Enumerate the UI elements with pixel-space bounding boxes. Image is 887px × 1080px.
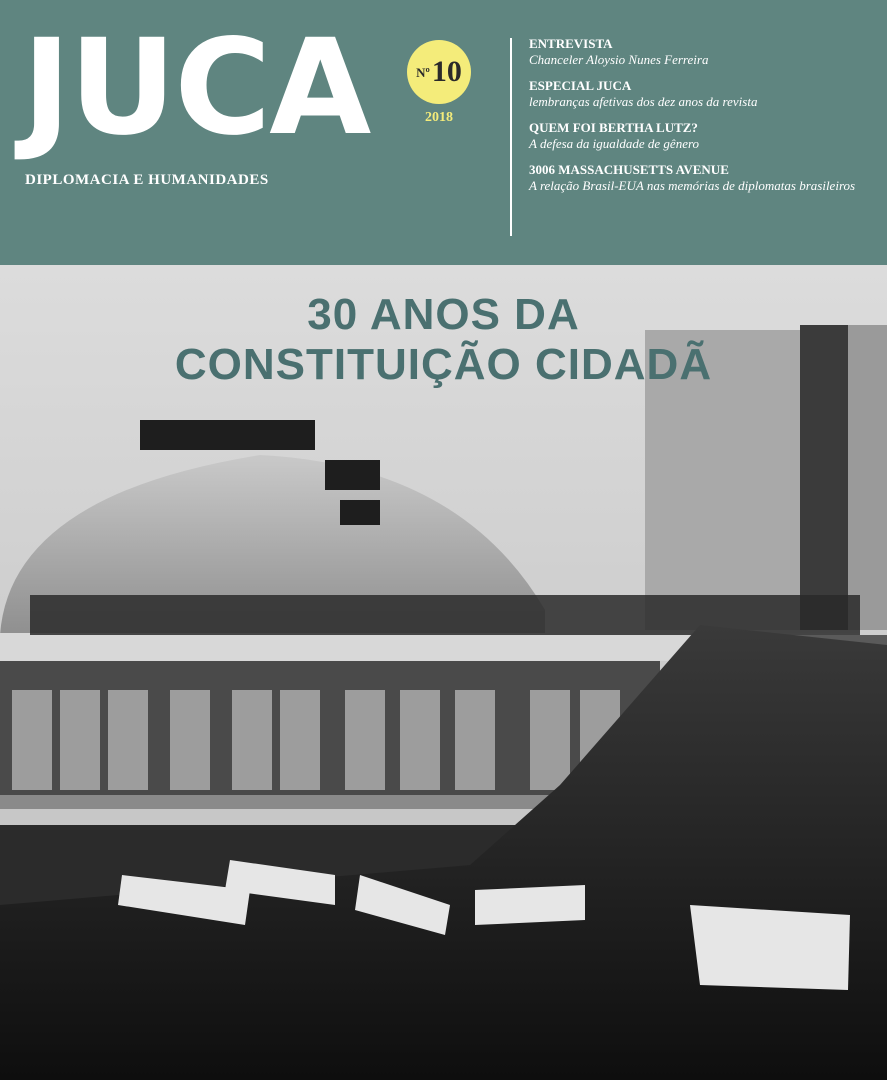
headline-title: QUEM FOI BERTHA LUTZ? bbox=[529, 120, 698, 135]
headline-subtitle: A relação Brasil-EUA nas memórias de diplomatas brasileiros bbox=[529, 178, 856, 193]
headline-title: 3006 MASSACHUSETTS AVENUE bbox=[529, 162, 729, 177]
headline-subtitle: Chanceler Aloysio Nunes Ferreira bbox=[529, 52, 709, 67]
issue-number: 10 bbox=[431, 55, 462, 88]
headline-massachusetts bbox=[529, 162, 874, 194]
headline-entrevista bbox=[529, 36, 874, 68]
issue-badge bbox=[407, 40, 471, 104]
cover-title-line2: CONSTITUIÇÃO CIDADÃ bbox=[174, 340, 713, 389]
tagline: DIPLOMACIA E HUMANIDADES bbox=[25, 172, 269, 188]
headline-bertha-lutz bbox=[529, 120, 874, 152]
headline-subtitle: A defesa da igualdade de gênero bbox=[529, 136, 700, 151]
masthead bbox=[0, 0, 887, 265]
magazine-logo: JUCA bbox=[22, 11, 370, 165]
lower-slab bbox=[0, 795, 620, 809]
vertical-divider bbox=[510, 38, 512, 236]
cover-title bbox=[0, 290, 887, 390]
headline-title: ESPECIAL JUCA bbox=[529, 78, 632, 93]
cover-headlines bbox=[529, 36, 874, 204]
headline-especial bbox=[529, 78, 874, 110]
headline-subtitle: lembranças afetivas dos dez anos da revista bbox=[529, 94, 758, 109]
headline-title: ENTREVISTA bbox=[529, 36, 613, 51]
issue-year: 2018 bbox=[425, 110, 453, 125]
cover-title-line1: 30 ANOS DA bbox=[307, 290, 580, 339]
issue-prefix: Nº bbox=[416, 64, 430, 80]
